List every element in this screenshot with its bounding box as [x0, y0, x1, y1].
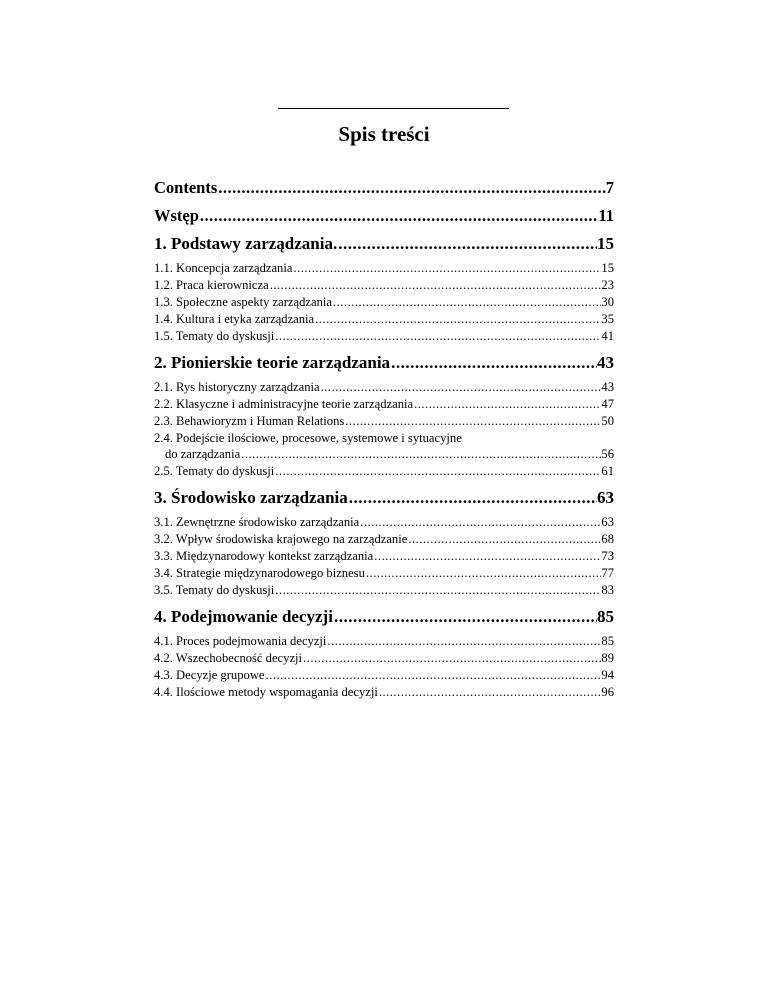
dot-leader [373, 548, 601, 565]
dot-leader [378, 684, 602, 701]
toc-section-label: 1.3. Społeczne aspekty zarządzania [154, 295, 332, 309]
toc-section[interactable] [154, 633, 614, 650]
dot-leader [390, 353, 597, 373]
toc-entry-page: 11 [598, 206, 614, 225]
toc-section-page: 50 [601, 414, 614, 428]
toc-section-label: 2.4. Podejście ilościowe, procesowe, systemowe i sytuacyjne [154, 431, 462, 445]
toc-section[interactable] [154, 667, 614, 684]
toc-section-label: 4.3. Decyzje grupowe [154, 668, 265, 682]
toc-section-label: 4.4. Ilościowe metody wspomagania decyzji [154, 685, 378, 699]
dot-leader [337, 234, 597, 254]
toc-section-page: 15 [601, 261, 614, 275]
toc-section[interactable] [154, 379, 614, 396]
toc-section-multiline[interactable] [154, 430, 614, 463]
toc-chapter-label: 1. Podstawy zarządzania. [154, 234, 338, 253]
dot-leader [199, 206, 598, 226]
toc-section-label: 1.5. Tematy do dyskusji [154, 329, 275, 343]
toc-section-page: 83 [601, 583, 614, 597]
toc-section-page: 30 [601, 295, 614, 309]
toc-section-page: 41 [601, 329, 614, 343]
toc-chapter-page: 63 [597, 488, 614, 507]
toc-entry-page: 7 [605, 178, 614, 197]
toc-chapter-3[interactable] [154, 488, 614, 508]
top-rule [278, 108, 509, 109]
toc-chapter-label: 2. Pionierskie teorie zarządzania [154, 353, 391, 372]
toc-chapter-2[interactable] [154, 353, 614, 373]
toc-section[interactable] [154, 277, 614, 294]
toc-section-label: 2.2. Klasyczne i administracyjne teorie zarządzania [154, 397, 414, 411]
toc-chapter-label: 4. Podejmowanie decyzji [154, 607, 333, 626]
dot-leader [413, 396, 601, 413]
page-title: Spis treści [338, 122, 430, 146]
toc-section-label: 3.3. Międzynarodowy kontekst zarządzania [154, 549, 374, 563]
toc-chapter-1[interactable] [154, 234, 614, 254]
toc-entry-label: Contents [154, 178, 218, 197]
toc-entry-label: Wstęp [154, 206, 199, 225]
toc-chapter-page: 15 [597, 234, 614, 253]
toc-section-label: 1.1. Koncepcja zarządzania [154, 261, 293, 275]
toc-section[interactable] [154, 311, 614, 328]
dot-leader [365, 565, 602, 582]
dot-leader [314, 311, 601, 328]
dot-leader [269, 277, 602, 294]
toc-section[interactable] [154, 565, 614, 582]
dot-leader [344, 413, 601, 430]
dot-leader [265, 667, 602, 684]
dot-leader [217, 178, 605, 198]
toc-chapter-page: 85 [597, 607, 614, 626]
toc-chapter-page: 43 [597, 353, 614, 372]
toc-section[interactable] [154, 328, 614, 345]
toc-section-page: 89 [601, 651, 614, 665]
toc-section-continuation [154, 446, 614, 463]
toc-section-label: 1.2. Praca kierownicza [154, 278, 269, 292]
toc-section-page: 94 [601, 668, 614, 682]
toc-section[interactable] [154, 260, 614, 277]
toc-section[interactable] [154, 684, 614, 701]
toc-entry-wstep[interactable] [154, 206, 614, 226]
toc-section-page: 47 [601, 397, 614, 411]
dot-leader [292, 260, 601, 277]
toc-chapter-label: 3. Środowisko zarządzania [154, 488, 348, 507]
toc-section-label: 3.2. Wpływ środowiska krajowego na zarządzanie [154, 532, 408, 546]
toc-section-label: 3.5. Tematy do dyskusji [154, 583, 275, 597]
toc-chapter-4[interactable] [154, 607, 614, 627]
dot-leader [320, 379, 602, 396]
dot-leader [274, 463, 601, 480]
toc-section[interactable] [154, 463, 614, 480]
toc-section-page: 61 [601, 464, 614, 478]
dot-leader [332, 294, 601, 311]
toc-section[interactable] [154, 294, 614, 311]
toc-section[interactable] [154, 413, 614, 430]
dot-leader [359, 514, 601, 531]
dot-leader [333, 607, 597, 627]
dot-leader [348, 488, 597, 508]
toc-section-label: 2.1. Rys historyczny zarządzania [154, 380, 320, 394]
dot-leader [240, 446, 601, 463]
toc-section-page: 35 [601, 312, 614, 326]
toc-section[interactable] [154, 650, 614, 667]
table-of-contents [154, 178, 614, 701]
toc-section[interactable] [154, 514, 614, 531]
toc-section[interactable] [154, 582, 614, 599]
toc-section-page: 73 [601, 549, 614, 563]
toc-section-page: 63 [601, 515, 614, 529]
toc-section-page: 43 [601, 380, 614, 394]
dot-leader [407, 531, 601, 548]
toc-section-label: 4.2. Wszechobecność decyzji [154, 651, 303, 665]
toc-section-page: 23 [601, 278, 614, 292]
toc-section-label: 3.4. Strategie międzynarodowego biznesu [154, 566, 365, 580]
dot-leader [302, 650, 601, 667]
toc-section-page: 96 [601, 685, 614, 699]
toc-section[interactable] [154, 548, 614, 565]
dot-leader [274, 328, 601, 345]
toc-section-label: 3.1. Zewnętrzne środowisko zarządzania [154, 515, 360, 529]
dot-leader [274, 582, 601, 599]
toc-section[interactable] [154, 396, 614, 413]
toc-section-page: 56 [601, 447, 614, 461]
toc-section-label: 2.3. Behawioryzm i Human Relations [154, 414, 345, 428]
toc-section-label-continued: do zarządzania [165, 447, 241, 461]
toc-section-label: 2.5. Tematy do dyskusji [154, 464, 275, 478]
toc-section[interactable] [154, 531, 614, 548]
toc-section-page: 85 [601, 634, 614, 648]
toc-entry-contents[interactable] [154, 178, 614, 198]
toc-section-page: 68 [601, 532, 614, 546]
toc-section-page: 77 [601, 566, 614, 580]
toc-section-label: 4.1. Proces podejmowania decyzji [154, 634, 327, 648]
dot-leader [326, 633, 601, 650]
toc-section-label: 1.4. Kultura i etyka zarządzania [154, 312, 315, 326]
